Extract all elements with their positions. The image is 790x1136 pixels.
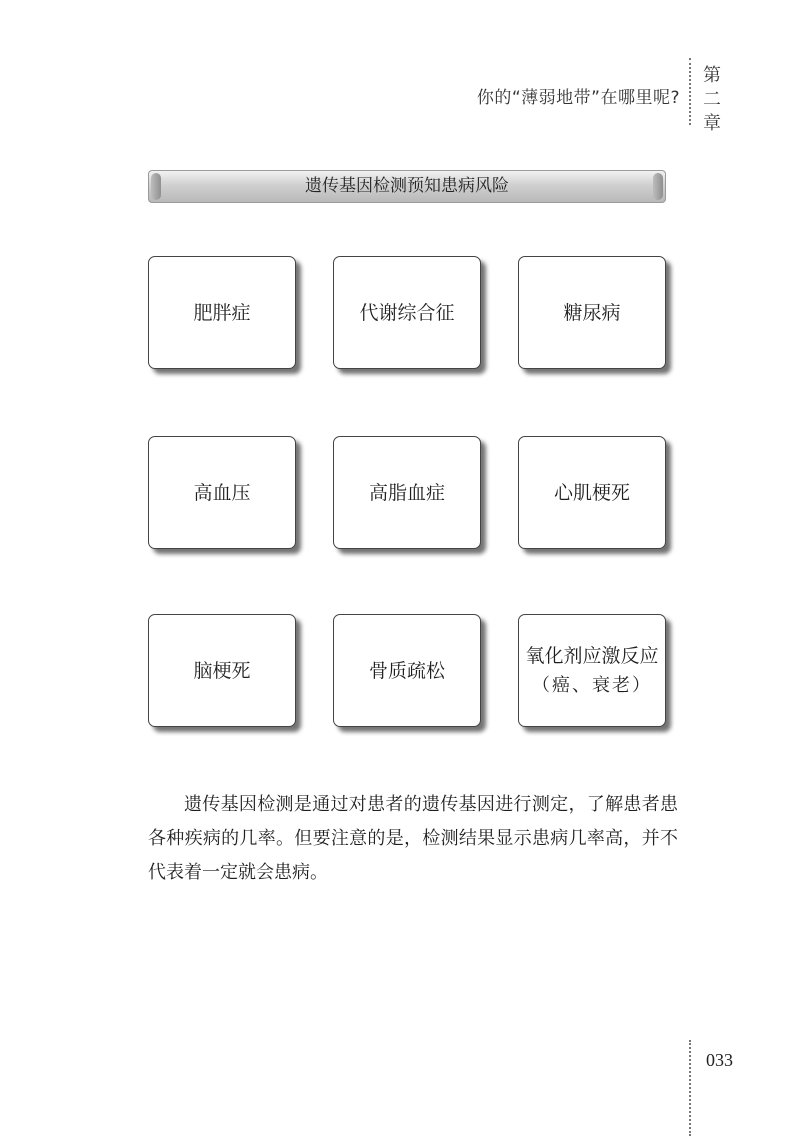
disease-card-diabetes bbox=[518, 256, 666, 369]
disease-label: 氧化剂应激反应 bbox=[525, 644, 659, 667]
disease-card-obesity bbox=[148, 256, 296, 369]
body-paragraph: 遗传基因检测是通过对患者的遗传基因进行测定，了解患者患各种疾病的几率。但要注意的是，检测结果显示患病几率高，并不代表着一定就会患病。 bbox=[148, 794, 678, 883]
disease-label: 心肌梗死 bbox=[553, 481, 630, 504]
disease-grid bbox=[148, 256, 673, 736]
disease-label: 糖尿病 bbox=[563, 301, 621, 324]
page-number: 033 bbox=[706, 1050, 733, 1070]
disease-label: 高脂血症 bbox=[368, 481, 445, 504]
disease-card-myocardial-infarction bbox=[518, 436, 666, 549]
chapter-tab: 第二章 bbox=[703, 65, 721, 134]
disease-label: 肥胖症 bbox=[193, 301, 251, 324]
disease-card-hyperlipidemia bbox=[333, 436, 481, 549]
disease-card-metabolic-syndrome bbox=[333, 256, 481, 369]
disease-label: 代谢综合征 bbox=[359, 301, 455, 324]
disease-card-osteoporosis bbox=[333, 614, 481, 727]
section-banner bbox=[148, 170, 666, 203]
header-title: 你的“薄弱地带”在哪里呢? bbox=[476, 88, 680, 108]
disease-card-cerebral-infarction bbox=[148, 614, 296, 727]
footer-divider bbox=[689, 1040, 691, 1136]
disease-card-oxidative-stress bbox=[518, 614, 666, 727]
disease-label: 高血压 bbox=[193, 481, 251, 504]
chapter-divider bbox=[689, 58, 691, 125]
section-banner-title: 遗传基因检测预知患病风险 bbox=[305, 176, 509, 196]
disease-label: 脑梗死 bbox=[193, 659, 251, 682]
disease-card-hypertension bbox=[148, 436, 296, 549]
disease-sublabel: （癌、衰老） bbox=[532, 674, 652, 696]
disease-label: 骨质疏松 bbox=[368, 659, 445, 682]
